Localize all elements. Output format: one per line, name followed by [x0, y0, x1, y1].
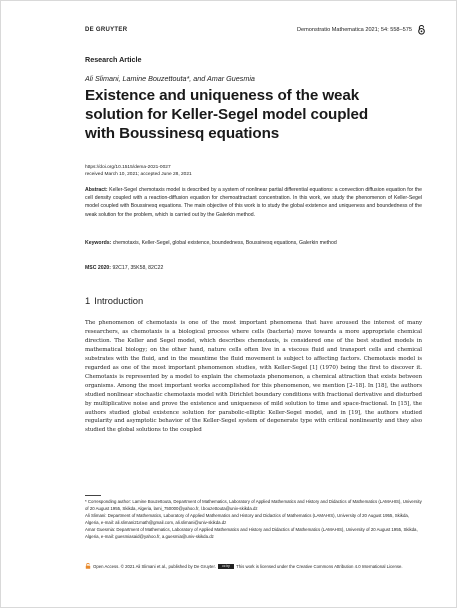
license-footer [85, 563, 422, 571]
cc-by-license-badge[interactable]: cc by [218, 564, 234, 569]
open-access-icon [417, 25, 426, 35]
doi-link[interactable]: https://doi.org/10.1515/dema-2021-0027 [85, 165, 171, 170]
title-line: solution for Keller-Segel model coupled [85, 106, 369, 123]
msc-classification [85, 264, 422, 272]
msc-codes: 92C17, 35K58, 82C22 [112, 265, 164, 271]
abstract-text: Keller-Segel chemotaxis model is described by a system of nonlinear partial differential equations: a convection diffusion equation for the cell density coupled with a reaction-diffusion equation for chemoattractant concentration. In this work, we study the phenomenon of Keller-Segel model coupled with Boussinesq equations. The main objective of this work is to study the global existence and uniqueness and boundedness of the weak solution for the problem, which is carried out by the Galerkin method. [85, 187, 422, 218]
msc-label: MSC 2020: [85, 265, 111, 271]
title-line: Existence and uniqueness of the weak [85, 87, 360, 104]
copyright-notice: Open Access. © 2021 Ali Slimani et al., published by De Gruyter. [93, 564, 216, 569]
author-footnotes [85, 498, 422, 540]
footnote-author-slimani: Ali Slimani: Department of Mathematics, Laboratory of Applied Mathematics and History and Didactics of Mathematics (LAMAHIS), University of 20 August 1955, Skikda, Algeria, e-mail: ali.slimani21math@gmail.com, ali.slimani@univ-skikda.dz [85, 513, 409, 525]
footnote-divider [85, 495, 101, 496]
author-list: Ali Slimani, Lamine Bouzettouta*, and Amar Guesmia [85, 74, 255, 83]
section-heading [85, 295, 422, 306]
running-header [85, 27, 426, 39]
keywords-label: Keywords: [85, 240, 112, 246]
publisher-name: DE GRUYTER [85, 27, 128, 33]
received-accepted-dates: received March 10, 2021; accepted June 28, 2021 [85, 172, 192, 177]
article-type: Research Article [85, 55, 142, 64]
article-meta [85, 164, 422, 178]
open-lock-icon [85, 563, 91, 569]
journal-citation: Demonstratio Mathematica 2021; 54: 558–575 [296, 27, 412, 33]
license-statement: This work is licensed under the Creative Commons Attribution 4.0 International License. [236, 564, 403, 569]
footnote-author-guesmia: Amar Guesmia: Department of Mathematics, Laboratory of Applied Mathematics and History and Didactics of Mathematics (LAMAHIS), University of 20 August 1955, Skikda, Algeria, e-mail: guesmiasaid@yahoo.fr, a.guesmia@univ-skikda.dz [85, 527, 418, 539]
abstract-label: Abstract: [85, 187, 108, 193]
keywords-text: chemotaxis, Keller-Segel, global existence, boundedness, Boussinesq equations, Galerkin method [112, 240, 337, 246]
section-title: Introduction [94, 295, 144, 306]
introduction-paragraph: The phenomenon of chemotaxis is one of the most important phenomena that have aroused the interest of many researchers, as chemotaxis is a biological process where cells (bacteria) move towards a more appropriate chemical direction. The Keller and Segel model, which describes chemotaxis, is considered one of the best studied models in mathematical biology; on the other hand, nature cells often live in a viscous fluid and transport cells and chemical substrates with the fluid, and in the meantime the fluid movement is subject to affecting factors. Chemotaxis model is regarded as one of the most important phenomenon studies, with Keller-Segel [1] (1970) being the first to discover it. Chemotaxis is represented by a model to explain the chemotaxis phenomenon, a chemical attraction that exists between organisms. Among the most important works accomplished for this phenomenon, we mention [2–18]. In [18], the authors studied nonlinear stochastic chemotaxis model with Dirichlet boundary conditions with fractional derivative and disturbed by multiplicative noise and prove the existence and uniqueness of mild solution to time and space-fractional. In [15], the authors studied global existence solution for parabolic-elliptic Keller-Segel model, and in [19], the authors studied regularity and asymptotic behavior of the Keller-Segel system of degenerate type with critical nonlinearity and they also studied the global solutions to the coupled [85, 320, 422, 434]
footnote-corresponding-author: * Corresponding author: Lamine Bouzettouta, Department of Mathematics, Laboratory of Applied Mathematics and History and Didactics of Mathematics (LAMAHIS), University of 20 August 1955, Skikda, Algeria, lami_750000@yahoo.fr, l.bouzettouta@univ-skikda.dz [85, 499, 422, 511]
abstract [85, 186, 422, 219]
article-title [85, 86, 422, 143]
title-line: with Boussinesq equations [85, 125, 280, 142]
section-number: 1 [85, 295, 91, 306]
keywords [85, 239, 422, 247]
